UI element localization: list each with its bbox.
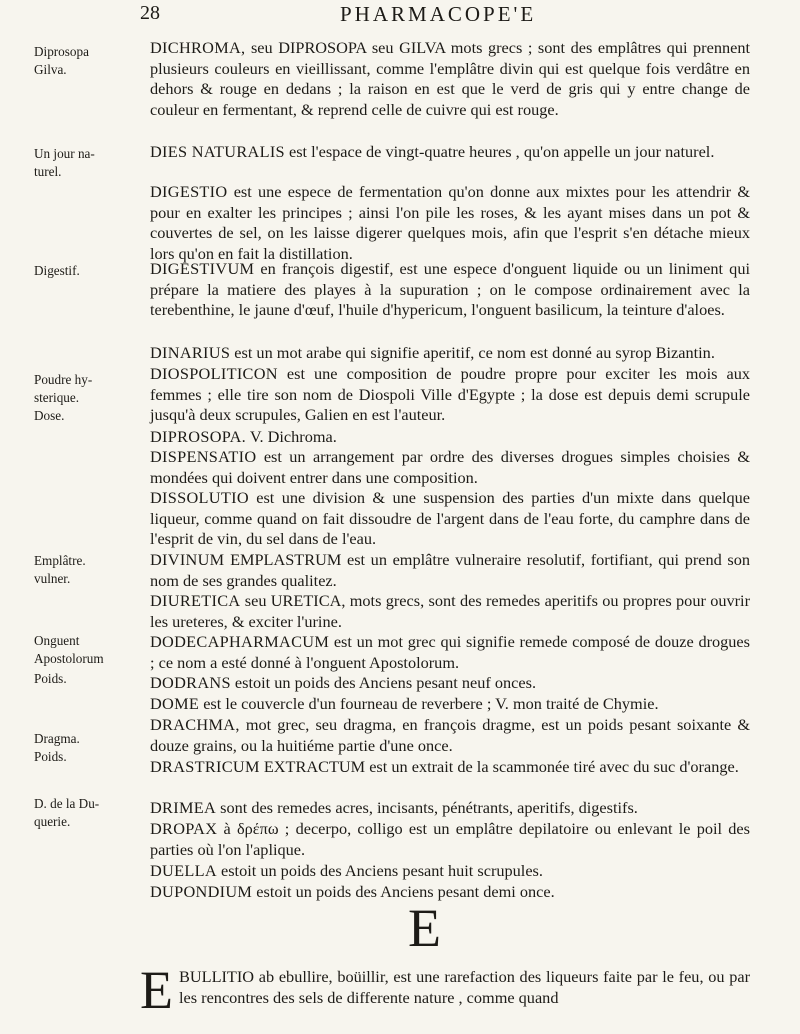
entry-headword: DIES NATURALIS	[150, 142, 285, 161]
entry-text: est le couvercle d'un fourneau de reverbere ; V. mon traité de Chymie.	[199, 694, 659, 713]
entry-text: EXTRACTUM est un extrait de la scammonée tiré avec du suc d'orange.	[259, 757, 739, 776]
section-letter: E	[408, 898, 441, 958]
entry-text: en françois digestif, est une espece d'onguent liquide ou un liniment qui prépare la matiere des playes à la supuration ; on le compose ordinairement avec la terebenthine, le jaune d'œuf, l'huile d'hypericum, l'onguent basilicum, la teinture d'aloes.	[150, 259, 750, 320]
entry-text: est une composition de poudre propre pour exciter les mois aux femmes ; elle tire son nom de Diospoli Ville d'Egypte ; la dose est depuis demi scrupule jusqu'à deux scrupules, Galien en est l'auteur.	[150, 364, 750, 425]
dictionary-entry	[150, 757, 750, 778]
page-number: 28	[140, 2, 160, 24]
dictionary-entry	[150, 715, 750, 756]
dictionary-entry	[150, 819, 750, 860]
entry-text: est un mot grec qui signifie remede composé de douze drogues ; ce nom a esté donné à l'onguent Apostolorum.	[150, 632, 750, 672]
margin-note: Dragma. Poids.	[34, 731, 80, 764]
margin-note: Onguent Apostolorum	[34, 633, 104, 666]
dictionary-entry	[150, 673, 750, 694]
dictionary-entry	[150, 142, 750, 163]
entry-headword: DODRANS	[150, 673, 231, 692]
entry-headword: DIVINUM	[150, 550, 225, 569]
running-title: PHARMACOPE'E	[340, 2, 537, 26]
entry-headword: DUELLA	[150, 861, 217, 880]
entry-headword: DIPROSOPA.	[150, 427, 247, 446]
entry-text: estoit un poids des Anciens pesant demi once.	[252, 882, 555, 901]
entry-headword: DRACHMA,	[150, 715, 240, 734]
entry-text: EMPLASTRUM est un emplâtre vulneraire resolutif, fortifiant, qui prend son nom de ses grandes qualitez.	[150, 550, 750, 590]
entry-headword: DUPONDIUM	[150, 882, 253, 901]
entry-headword: DIGESTIO	[150, 182, 228, 201]
dictionary-entry	[150, 632, 750, 673]
entry-text: est une espece de fermentation qu'on donne aux mixtes pour les attendrir & pour en exalter les principes ; ainsi l'on pile les roses, & les ayant mises dans un pot & couvertes de sel, on les laisse digerer quelques mois, afin que l'esprit s'en détache mieux lors qu'on en fait la distillation.	[150, 182, 750, 264]
margin-note: Digestif.	[34, 263, 80, 278]
entry-text: seu DIPROSOPA seu GILVA mots grecs ; sont des emplâtres qui prennent plusieurs couleurs en vieillissant, comme l'emplâtre divin qui est quelque fois verdâtre en dehors & rouge en dedans ; la raison en est que le verd de gris qui y entre change de couleur en fermentant, & reprend celle de cuivre qui est rouge.	[150, 38, 750, 120]
dictionary-entry	[150, 591, 750, 632]
entry-headword: DODECAPHARMACUM	[150, 632, 330, 651]
margin-note: Poids.	[34, 671, 67, 686]
entry-text: est une division & une suspension des parties d'un mixte dans quelque liqueur, comme quand on fait dissoudre de l'argent dans de l'eau forte, du camphre dans de l'esprit de vin, du sel dans de l'eau.	[150, 488, 750, 549]
entry-headword: DICHROMA,	[150, 38, 246, 57]
margin-note: Diprosopa Gilva.	[34, 44, 89, 77]
dictionary-entry	[150, 882, 750, 903]
dictionary-entry	[140, 960, 750, 1020]
dictionary-entry	[150, 861, 750, 882]
dictionary-entry	[150, 182, 750, 265]
dictionary-entry	[150, 447, 750, 488]
entry-headword: DISPENSATIO	[150, 447, 257, 466]
entry-headword: DRIMEA	[150, 798, 217, 817]
entry-headword: DISSOLUTIO	[150, 488, 249, 507]
dictionary-entry	[150, 343, 750, 364]
entry-text: estoit un poids des Anciens pesant neuf onces.	[230, 673, 537, 692]
entry-headword: DOME	[150, 694, 200, 713]
dictionary-entry	[150, 550, 750, 591]
entry-text: est l'espace de vingt-quatre heures , qu'on appelle un jour naturel.	[284, 142, 715, 161]
dictionary-entry	[150, 364, 750, 426]
entry-text: ab ebullire, boüillir, est une rarefaction des liqueurs faite par le feu, ou par les rencontres des sels de differente nature , comme quand	[179, 967, 750, 1007]
entry-headword: DIURETICA	[150, 591, 241, 610]
margin-note: Emplâtre. vulner.	[34, 553, 86, 586]
dictionary-entry	[150, 427, 750, 448]
dictionary-entry	[150, 38, 750, 121]
entry-headword: DINARIUS	[150, 343, 231, 362]
drop-cap: E	[140, 960, 173, 1020]
dictionary-entry	[150, 694, 750, 715]
entry-text: seu URETICA, mots grecs, sont des remedes aperitifs ou propres pour ouvrir les ureteres, & exciter l'urine.	[150, 591, 750, 631]
entry-text: à δρέπω ; decerpo, colligo est un emplâtre depilatoire ou enlevant le poil des parties où l'on l'aplique.	[150, 819, 750, 859]
dictionary-entry	[150, 488, 750, 550]
entry-text: est un arrangement par ordre des diverses drogues simples choisies & mondées qui doivent entrer dans une composition.	[150, 447, 750, 487]
entry-headword: BULLITIO	[179, 967, 255, 986]
dictionary-entry	[150, 798, 750, 819]
entry-headword: DIGESTIVUM	[150, 259, 255, 278]
margin-note: Poudre hy- sterique. Dose.	[34, 372, 93, 423]
entry-text: mot grec, seu dragma, en françois dragme, est un poids pesant soixante & douze grains, ou la huitiéme partie d'une once.	[150, 715, 750, 755]
dictionary-entry	[150, 259, 750, 321]
entry-text: estoit un poids des Anciens pesant huit scrupules.	[216, 861, 543, 880]
entry-headword: DRASTRICUM	[150, 757, 260, 776]
entry-text: est un mot arabe qui signifie aperitif, ce nom est donné au syrop Bizantin.	[230, 343, 715, 362]
entry-headword: DROPAX	[150, 819, 218, 838]
page-header	[0, 2, 800, 32]
margin-note: D. de la Du- querie.	[34, 796, 100, 829]
entry-text: V. Dichroma.	[246, 427, 337, 446]
entry-text: sont des remedes acres, incisants, pénétrants, aperitifs, digestifs.	[216, 798, 638, 817]
entry-headword: DIOSPOLITICON	[150, 364, 278, 383]
margin-note: Un jour na- turel.	[34, 146, 95, 179]
